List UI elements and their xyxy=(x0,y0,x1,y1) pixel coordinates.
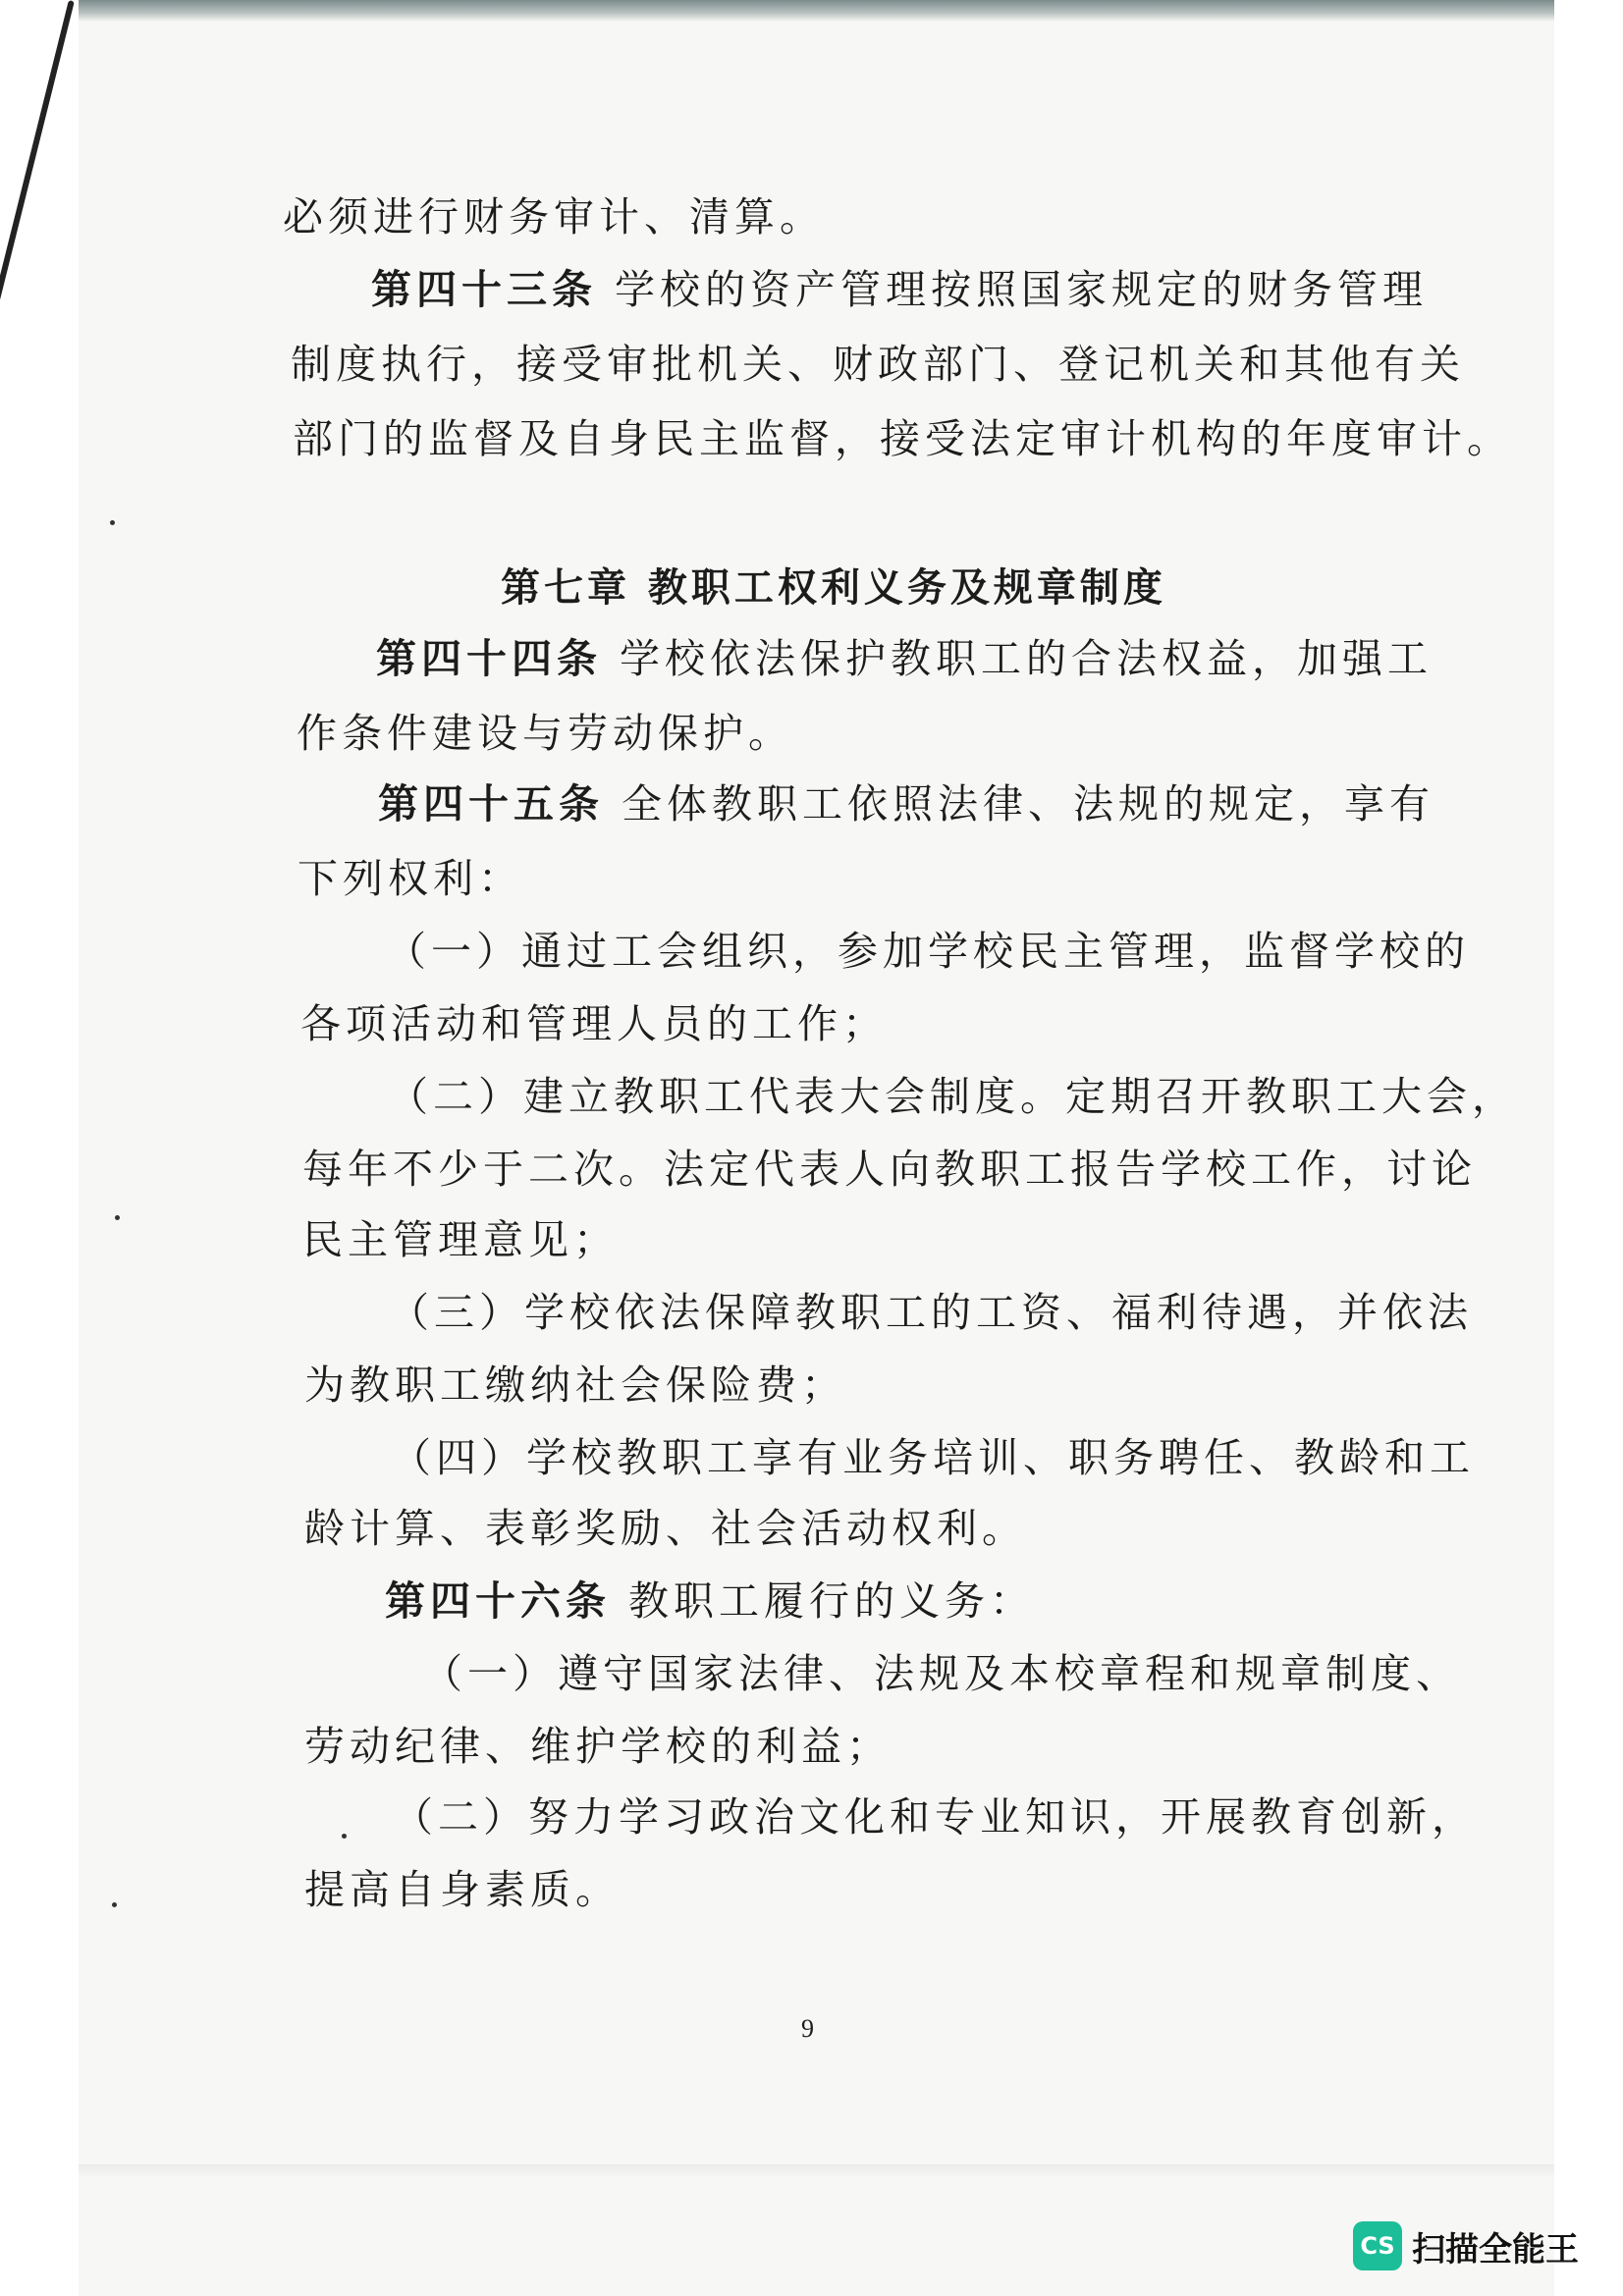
text-line: 龄计算、表彰奖励、社会活动权利。 xyxy=(304,1505,1027,1552)
list-item-2: （二）建立教职工代表大会制度。定期召开教职工大会， xyxy=(388,1073,1517,1120)
article-44-line: 第四十四条 学校依法保护教职工的合法权益，加强工 xyxy=(376,635,1433,682)
watermark-app-name: 扫描全能王 xyxy=(1412,2229,1579,2269)
scan-speck xyxy=(110,520,115,525)
duty-item-2: （二）努力学习政治文化和专业知识，开展教育创新， xyxy=(393,1793,1477,1841)
text-line: 各项活动和管理人员的工作； xyxy=(300,1000,888,1047)
text-line: 为教职工缴纳社会保险费； xyxy=(304,1362,846,1409)
article-label: 第四十三条 xyxy=(371,266,597,313)
text-line: 部门的监督及自身民主监督，接受法定审计机构的年度审计。 xyxy=(293,415,1512,462)
scan-speck xyxy=(342,1834,347,1839)
scan-margin-left xyxy=(0,0,79,2296)
page-number: 9 xyxy=(801,2014,814,2043)
article-label: 第四十六条 xyxy=(385,1577,611,1625)
text-line: 每年不少于二次。法定代表人向教职工报告学校工作，讨论 xyxy=(302,1146,1477,1193)
page-bottom-edge xyxy=(79,2164,1554,2178)
scan-margin-right xyxy=(1554,0,1623,2296)
scan-speck xyxy=(112,1902,117,1907)
scan-speck xyxy=(115,1215,120,1220)
chapter-title: 第七章 教职工权利义务及规章制度 xyxy=(501,564,1166,611)
article-43-line: 第四十三条 学校的资产管理按照国家规定的财务管理 xyxy=(371,266,1428,313)
text-line: 必须进行财务审计、清算。 xyxy=(283,193,825,240)
text-line: 劳动纪律、维护学校的利益； xyxy=(304,1723,892,1770)
list-item-4: （四）学校教职工享有业务培训、职务聘任、教龄和工 xyxy=(391,1434,1475,1481)
list-item-1: （一）通过工会组织，参加学校民主管理，监督学校的 xyxy=(386,928,1470,975)
article-label: 第四十四条 xyxy=(376,635,602,682)
cs-logo-icon: CS xyxy=(1353,2221,1402,2270)
scan-top-shadow xyxy=(79,0,1554,22)
duty-item-1: （一）遵守国家法律、法规及本校章程和规章制度、 xyxy=(422,1650,1461,1697)
list-item-3: （三）学校依法保障教职工的工资、福利待遇，并依法 xyxy=(389,1289,1473,1336)
article-label: 第四十五条 xyxy=(378,780,604,828)
article-46-line: 第四十六条 教职工履行的义务： xyxy=(385,1577,1035,1625)
scanner-watermark xyxy=(1353,2218,1579,2273)
article-45-line: 第四十五条 全体教职工依照法律、法规的规定，享有 xyxy=(378,780,1434,828)
text-line: 作条件建设与劳动保护。 xyxy=(297,710,793,757)
text-line: 下列权利： xyxy=(298,855,523,902)
text-line: 制度执行，接受审批机关、财政部门、登记机关和其他有关 xyxy=(291,341,1465,388)
text-line: 提高自身素质。 xyxy=(304,1866,621,1913)
text-line: 民主管理意见； xyxy=(302,1216,619,1263)
